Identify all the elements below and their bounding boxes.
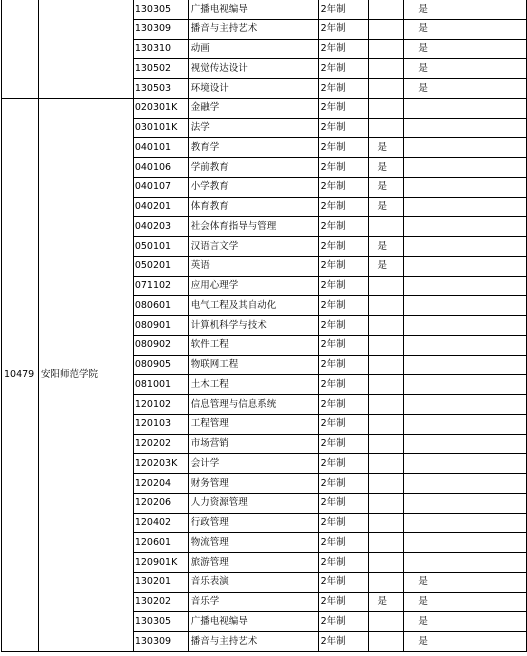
major-code-cell: 130310 <box>133 39 188 59</box>
duration-cell: 2年制 <box>318 19 369 39</box>
prev-institution-code-cell <box>2 0 39 98</box>
major-name-cell: 汉语言文学 <box>188 237 318 257</box>
major-code-cell: 040107 <box>133 177 188 197</box>
flag-b-cell <box>404 237 527 257</box>
major-name-cell: 动画 <box>188 39 318 59</box>
major-name-cell: 软件工程 <box>188 335 318 355</box>
duration-cell: 2年制 <box>318 335 369 355</box>
duration-cell: 2年制 <box>318 276 369 296</box>
major-code-cell: 040101 <box>133 138 188 158</box>
major-name-cell: 物联网工程 <box>188 355 318 375</box>
duration-cell: 2年制 <box>318 39 369 59</box>
major-name-cell: 教育学 <box>188 138 318 158</box>
flag-b-cell <box>404 493 527 513</box>
flag-a-cell <box>369 474 404 494</box>
major-name-cell: 音乐表演 <box>188 572 318 592</box>
flag-b-cell <box>404 138 527 158</box>
flag-b-cell: 是 <box>404 592 527 612</box>
major-name-cell: 物流管理 <box>188 533 318 553</box>
major-code-cell: 020301K <box>133 98 188 118</box>
duration-cell: 2年制 <box>318 256 369 276</box>
institution-name-cell: 安阳师范学院 <box>38 98 133 651</box>
major-code-cell: 120402 <box>133 513 188 533</box>
flag-b-cell <box>404 375 527 395</box>
flag-b-cell <box>404 316 527 336</box>
major-name-cell: 会计学 <box>188 454 318 474</box>
major-code-cell: 120102 <box>133 395 188 415</box>
major-name-cell: 音乐学 <box>188 592 318 612</box>
flag-a-cell <box>369 533 404 553</box>
flag-a-cell <box>369 296 404 316</box>
duration-cell: 2年制 <box>318 513 369 533</box>
major-name-cell: 应用心理学 <box>188 276 318 296</box>
duration-cell: 2年制 <box>318 217 369 237</box>
major-code-cell: 120203K <box>133 454 188 474</box>
major-name-cell: 视觉传达设计 <box>188 59 318 79</box>
duration-cell: 2年制 <box>318 434 369 454</box>
major-code-cell: 080902 <box>133 335 188 355</box>
flag-b-cell <box>404 454 527 474</box>
flag-b-cell: 是 <box>404 632 527 652</box>
flag-a-cell <box>369 493 404 513</box>
major-name-cell: 土木工程 <box>188 375 318 395</box>
flag-a-cell <box>369 39 404 59</box>
flag-a-cell <box>369 632 404 652</box>
flag-a-cell <box>369 217 404 237</box>
flag-a-cell <box>369 118 404 138</box>
major-code-cell: 120206 <box>133 493 188 513</box>
major-code-cell: 030101K <box>133 118 188 138</box>
duration-cell: 2年制 <box>318 296 369 316</box>
major-code-cell: 080601 <box>133 296 188 316</box>
major-code-cell: 040201 <box>133 197 188 217</box>
flag-a-cell: 是 <box>369 138 404 158</box>
major-name-cell: 小学教育 <box>188 177 318 197</box>
duration-cell: 2年制 <box>318 237 369 257</box>
major-name-cell: 学前教育 <box>188 158 318 178</box>
major-code-cell: 120204 <box>133 474 188 494</box>
major-name-cell: 工程管理 <box>188 414 318 434</box>
duration-cell: 2年制 <box>318 493 369 513</box>
major-name-cell: 社会体育指导与管理 <box>188 217 318 237</box>
majors-table <box>1 0 527 652</box>
major-code-cell: 080901 <box>133 316 188 336</box>
duration-cell: 2年制 <box>318 533 369 553</box>
major-code-cell: 080905 <box>133 355 188 375</box>
flag-b-cell: 是 <box>404 0 527 19</box>
flag-b-cell <box>404 217 527 237</box>
duration-cell: 2年制 <box>318 395 369 415</box>
major-code-cell: 130309 <box>133 632 188 652</box>
flag-b-cell <box>404 276 527 296</box>
major-code-cell: 071102 <box>133 276 188 296</box>
flag-a-cell <box>369 553 404 573</box>
major-name-cell: 人力资源管理 <box>188 493 318 513</box>
flag-a-cell <box>369 316 404 336</box>
duration-cell: 2年制 <box>318 572 369 592</box>
duration-cell: 2年制 <box>318 79 369 99</box>
flag-b-cell <box>404 414 527 434</box>
flag-a-cell <box>369 355 404 375</box>
flag-a-cell <box>369 572 404 592</box>
flag-b-cell <box>404 474 527 494</box>
major-name-cell: 英语 <box>188 256 318 276</box>
major-name-cell: 计算机科学与技术 <box>188 316 318 336</box>
flag-a-cell <box>369 395 404 415</box>
major-code-cell: 040203 <box>133 217 188 237</box>
flag-b-cell: 是 <box>404 59 527 79</box>
flag-b-cell: 是 <box>404 79 527 99</box>
major-name-cell: 广播电视编导 <box>188 612 318 632</box>
major-code-cell: 081001 <box>133 375 188 395</box>
major-code-cell: 120103 <box>133 414 188 434</box>
flag-a-cell <box>369 434 404 454</box>
duration-cell: 2年制 <box>318 454 369 474</box>
flag-a-cell: 是 <box>369 237 404 257</box>
major-code-cell: 120202 <box>133 434 188 454</box>
major-name-cell: 播音与主持艺术 <box>188 19 318 39</box>
flag-b-cell <box>404 395 527 415</box>
major-code-cell: 130202 <box>133 592 188 612</box>
flag-a-cell: 是 <box>369 158 404 178</box>
major-name-cell: 法学 <box>188 118 318 138</box>
major-name-cell: 播音与主持艺术 <box>188 632 318 652</box>
major-code-cell: 050201 <box>133 256 188 276</box>
flag-b-cell: 是 <box>404 572 527 592</box>
flag-a-cell: 是 <box>369 256 404 276</box>
flag-b-cell <box>404 533 527 553</box>
flag-b-cell <box>404 434 527 454</box>
flag-a-cell <box>369 335 404 355</box>
major-code-cell: 040106 <box>133 158 188 178</box>
major-code-cell: 130503 <box>133 79 188 99</box>
major-name-cell: 金融学 <box>188 98 318 118</box>
flag-a-cell <box>369 0 404 19</box>
flag-b-cell <box>404 355 527 375</box>
flag-b-cell <box>404 256 527 276</box>
major-name-cell: 旅游管理 <box>188 553 318 573</box>
flag-a-cell: 是 <box>369 197 404 217</box>
duration-cell: 2年制 <box>318 197 369 217</box>
major-name-cell: 广播电视编导 <box>188 0 318 19</box>
flag-b-cell <box>404 513 527 533</box>
duration-cell: 2年制 <box>318 316 369 336</box>
flag-a-cell <box>369 59 404 79</box>
flag-b-cell: 是 <box>404 39 527 59</box>
duration-cell: 2年制 <box>318 474 369 494</box>
duration-cell: 2年制 <box>318 118 369 138</box>
major-code-cell: 120901K <box>133 553 188 573</box>
duration-cell: 2年制 <box>318 59 369 79</box>
flag-b-cell <box>404 177 527 197</box>
duration-cell: 2年制 <box>318 0 369 19</box>
flag-a-cell <box>369 414 404 434</box>
major-name-cell: 电气工程及其自动化 <box>188 296 318 316</box>
duration-cell: 2年制 <box>318 177 369 197</box>
duration-cell: 2年制 <box>318 98 369 118</box>
flag-b-cell: 是 <box>404 19 527 39</box>
prev-institution-name-cell <box>38 0 133 98</box>
flag-a-cell <box>369 79 404 99</box>
major-code-cell: 130201 <box>133 572 188 592</box>
flag-a-cell <box>369 276 404 296</box>
major-name-cell: 信息管理与信息系统 <box>188 395 318 415</box>
duration-cell: 2年制 <box>318 355 369 375</box>
major-name-cell: 体育教育 <box>188 197 318 217</box>
major-code-cell: 130305 <box>133 0 188 19</box>
major-name-cell: 环境设计 <box>188 79 318 99</box>
flag-b-cell <box>404 118 527 138</box>
major-code-cell: 130305 <box>133 612 188 632</box>
flag-b-cell <box>404 553 527 573</box>
duration-cell: 2年制 <box>318 632 369 652</box>
table-row <box>2 0 527 19</box>
flag-b-cell <box>404 98 527 118</box>
duration-cell: 2年制 <box>318 375 369 395</box>
flag-a-cell <box>369 19 404 39</box>
flag-a-cell <box>369 375 404 395</box>
table-row <box>2 98 527 118</box>
flag-a-cell: 是 <box>369 592 404 612</box>
duration-cell: 2年制 <box>318 592 369 612</box>
duration-cell: 2年制 <box>318 612 369 632</box>
major-code-cell: 130502 <box>133 59 188 79</box>
flag-b-cell <box>404 296 527 316</box>
major-code-cell: 120601 <box>133 533 188 553</box>
flag-a-cell <box>369 513 404 533</box>
major-code-cell: 130309 <box>133 19 188 39</box>
duration-cell: 2年制 <box>318 158 369 178</box>
flag-b-cell: 是 <box>404 612 527 632</box>
flag-a-cell <box>369 612 404 632</box>
flag-a-cell <box>369 98 404 118</box>
major-name-cell: 行政管理 <box>188 513 318 533</box>
flag-b-cell <box>404 335 527 355</box>
major-code-cell: 050101 <box>133 237 188 257</box>
major-name-cell: 市场营销 <box>188 434 318 454</box>
duration-cell: 2年制 <box>318 414 369 434</box>
major-name-cell: 财务管理 <box>188 474 318 494</box>
flag-a-cell: 是 <box>369 177 404 197</box>
institution-code-cell: 10479 <box>2 98 39 651</box>
flag-b-cell <box>404 158 527 178</box>
duration-cell: 2年制 <box>318 553 369 573</box>
flag-a-cell <box>369 454 404 474</box>
duration-cell: 2年制 <box>318 138 369 158</box>
flag-b-cell <box>404 197 527 217</box>
